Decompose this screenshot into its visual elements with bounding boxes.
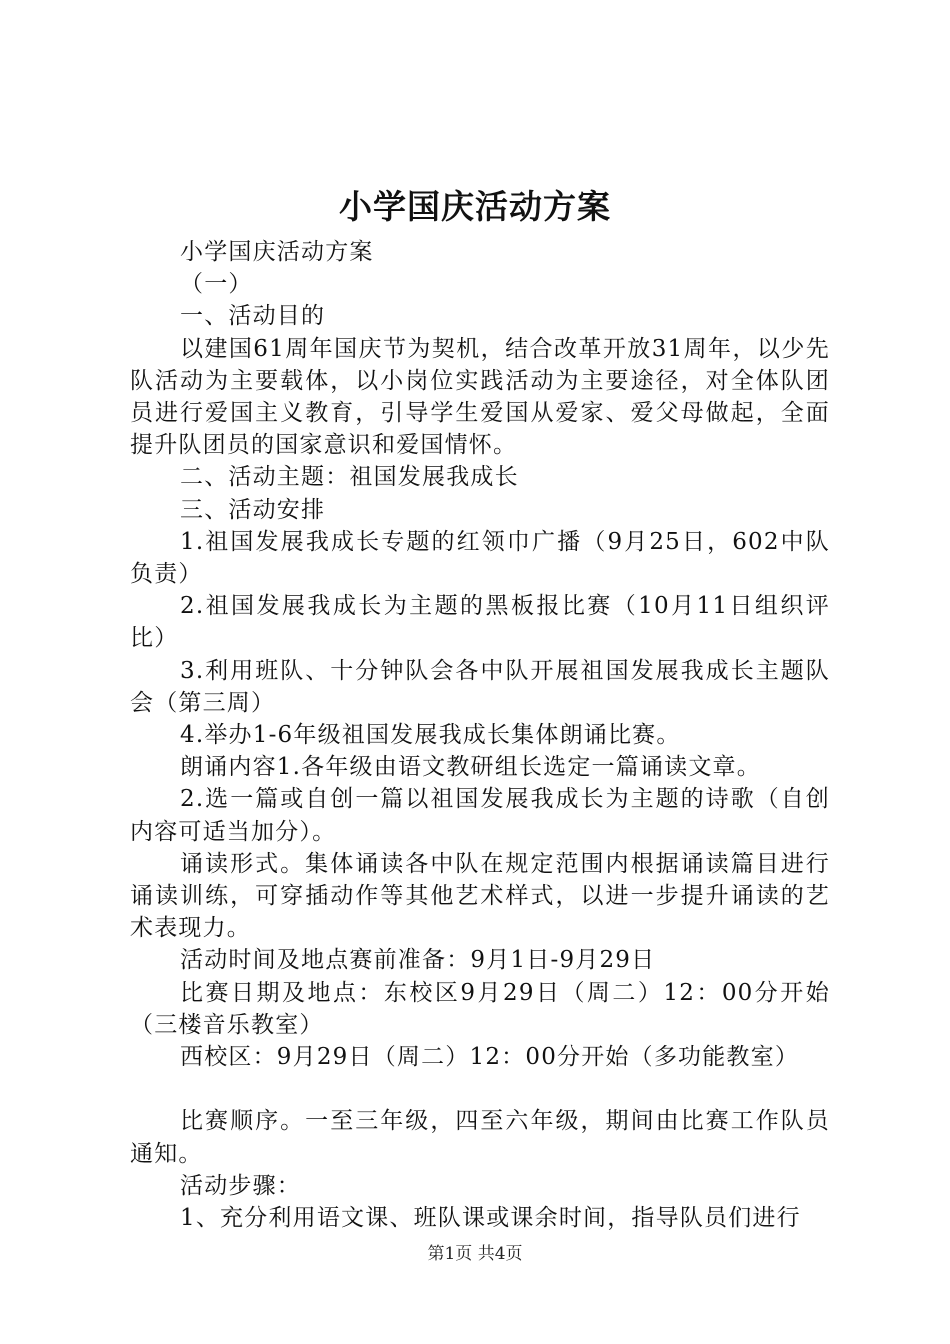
list-item-broadcast: 1.祖国发展我成长专题的红领巾广播（9月25日，602中队负责）	[130, 528, 830, 588]
heading-activity-theme: 二、活动主题：祖国发展我成长	[180, 464, 519, 491]
list-item-recitation: 4.举办1-6年级祖国发展我成长集体朗诵比赛。	[180, 722, 681, 749]
paragraph-preparation-time: 活动时间及地点赛前准备：9月1日-9月29日	[180, 947, 656, 974]
document-title: 小学国庆活动方案	[339, 187, 611, 226]
paragraph-west-campus: 西校区：9月29日（周二）12：00分开始（多功能教室）	[180, 1044, 800, 1071]
paragraph-section-marker: （一）	[180, 271, 253, 298]
list-item-team-meeting: 3.利用班队、十分钟队会各中队开展祖国发展我成长主题队会（第三周）	[130, 657, 830, 716]
blank-line	[130, 1073, 830, 1105]
paragraph-purpose-text: 以建国61周年国庆节为契机，结合改革开放31周年，以少先队活动为主要载体，以小岗位实践活动为主要途径，对全体队团员进行爱国主义教育，引导学生爱国从爱家、爱父母做起，全面提升队团员的国家意识和爱国情怀。	[130, 335, 830, 459]
heading-activity-purpose: 一、活动目的	[180, 303, 326, 330]
paragraph-subtitle: 小学国庆活动方案	[180, 239, 374, 265]
heading-activity-steps: 活动步骤：	[180, 1172, 301, 1199]
list-item-step-one: 1、充分利用语文课、班队课或课余时间，指导队员们进行	[180, 1205, 801, 1232]
heading-activity-arrangement: 三、活动安排	[180, 496, 326, 523]
paragraph-competition-order: 比赛顺序。一至三年级，四至六年级，期间由比赛工作队员通知。	[130, 1108, 830, 1167]
paragraph-recitation-form: 诵读形式。集体诵读各中队在规定范围内根据诵读篇目进行诵读训练，可穿插动作等其他艺术样式，以进一步提升诵读的艺术表现力。	[130, 850, 830, 942]
page-number: 第1页 共4页	[427, 1244, 523, 1264]
paragraph-east-campus: 比赛日期及地点：东校区9月29日（周二）12：00分开始（三楼音乐教室）	[130, 979, 830, 1038]
paragraph-poem-choice: 2.选一篇或自创一篇以祖国发展我成长为主题的诗歌（自创内容可适当加分）。	[130, 786, 830, 845]
paragraph-recitation-content: 朗诵内容1.各年级由语文教研组长选定一篇诵读文章。	[180, 754, 761, 781]
list-item-blackboard: 2.祖国发展我成长为主题的黑板报比赛（10月11日组织评比）	[130, 593, 830, 652]
document-body	[130, 236, 830, 1234]
